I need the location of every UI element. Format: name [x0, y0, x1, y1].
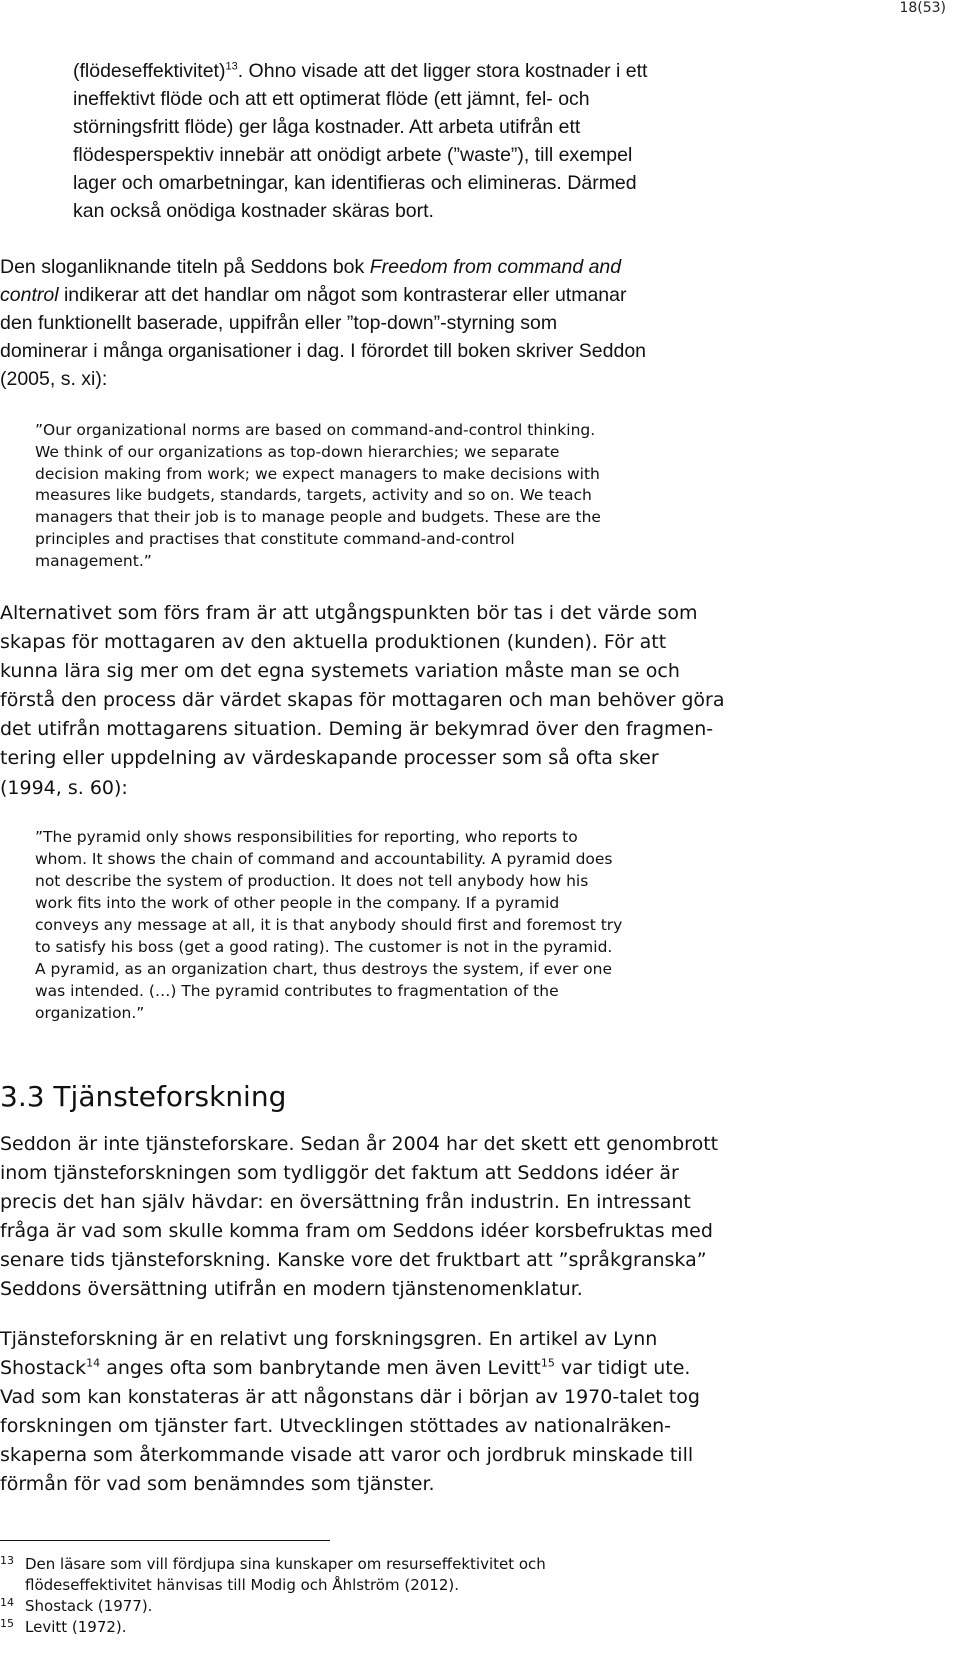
section-heading: 3.3 Tjänsteforskning	[0, 1080, 287, 1113]
body-line: Seddon är inte tjänsteforskare. Sedan år 2004 har det skett ett genombrott	[0, 1133, 719, 1155]
body-line: (1994, s. 60):	[0, 776, 128, 799]
quote-line: measures like budgets, standards, targets, activity and so on. We teach	[35, 486, 592, 505]
history-paragraph	[0, 1325, 800, 1499]
footnotes	[0, 1554, 800, 1638]
body-line: Vad som kan konstateras är att någonstans där i början av 1970-talet tog	[0, 1386, 700, 1408]
quote-line: ”Our organizational norms are based on command-and-control thinking.	[35, 421, 596, 439]
seddon-paragraph	[0, 253, 760, 393]
intro-line-3: störningsfritt flöde) ger låga kostnader. Att arbeta utifrån ett	[73, 116, 581, 138]
seddon-line-3: den funktionellt baserade, uppifrån eller ”top-down”-styrning som	[0, 312, 558, 334]
seddon-line-5: (2005, s. xi):	[0, 368, 108, 390]
book-title-cont: control	[0, 284, 59, 306]
seddon-quote	[35, 420, 725, 573]
quote-line: not describe the system of production. It does not tell anybody how his	[35, 872, 589, 890]
intro-paragraph	[73, 57, 773, 225]
quote-line: whom. It shows the chain of command and accountability. A pyramid does	[35, 850, 613, 868]
quote-line: managers that their job is to manage people and budgets. These are the	[35, 508, 601, 527]
service-research-paragraph	[0, 1130, 800, 1305]
body-line: senare tids tjänsteforskning. Kanske vore det fruktbart att ”språkgranska”	[0, 1249, 707, 1272]
body-line: Seddons översättning utifrån en modern tjänstenomenklatur.	[0, 1278, 583, 1301]
footnote-ref-13[interactable]: 13	[225, 60, 238, 73]
footnote-divider	[0, 1540, 330, 1541]
quote-line: We think of our organizations as top-down hierarchies; we separate	[35, 442, 560, 461]
footnote-13	[0, 1554, 800, 1575]
quote-line: principles and practises that constitute command-and-control	[35, 529, 515, 548]
body-line: förstå den process där värdet skapas för mottagaren och man behöver göra	[0, 689, 725, 712]
footnote-text: Den läsare som vill fördjupa sina kunskaper om resurseffektivitet och	[25, 1555, 546, 1573]
footnote-13-cont: flödeseffektivitet hänvisas till Modig och Åhlström (2012).	[25, 1576, 459, 1594]
book-title: Freedom from command and	[369, 256, 622, 278]
intro-line-6: kan också onödiga kostnader skäras bort.	[73, 200, 434, 222]
body-line: precis det han själv hävdar: en översättning från industrin. En intressant	[0, 1191, 691, 1214]
deming-quote	[35, 826, 735, 1024]
body-line: förmån för vad som benämndes som tjänster.	[0, 1473, 435, 1495]
quote-line: conveys any message at all, it is that anybody should first and foremost try	[35, 916, 623, 934]
footnote-15	[0, 1617, 800, 1638]
body-line: Alternativet som förs fram är att utgångspunkten bör tas i det värde som	[0, 602, 698, 624]
quote-line: ”The pyramid only shows responsibilities for reporting, who reports to	[35, 828, 578, 846]
body-line: fråga är vad som skulle komma fram om Seddons idéer korsbefruktas med	[0, 1220, 713, 1243]
body-line: det utifrån mottagarens situation. Deming är bekymrad över den fragmen-	[0, 718, 714, 741]
alternative-paragraph	[0, 599, 800, 803]
body-line: skapas för mottagaren av den aktuella produktionen (kunden). För att	[0, 631, 667, 654]
footnote-ref-15[interactable]: 15	[540, 1356, 555, 1370]
seddon-line-2: control indikerar att det handlar om något som kontrasterar eller utmanar	[0, 284, 627, 306]
body-line: kunna lära sig mer om det egna systemets variation måste man se och	[0, 660, 680, 683]
seddon-line-4: dominerar i många organisationer i dag. I förordet till boken skriver Seddon	[0, 340, 647, 362]
page-number: 18(53)	[899, 0, 946, 16]
body-line: inom tjänsteforskningen som tydliggör det faktum att Seddons idéer är	[0, 1162, 679, 1185]
footnote-number: 13	[0, 1554, 14, 1567]
intro-line-4: flödesperspektiv innebär att onödigt arbete (”waste”), till exempel	[73, 144, 633, 166]
intro-line-5: lager och omarbetningar, kan identifieras och elimineras. Därmed	[73, 172, 637, 194]
footnote-number: 15	[0, 1617, 14, 1630]
quote-line: work fits into the work of other people in the company. If a pyramid	[35, 894, 560, 912]
quote-line: decision making from work; we expect managers to make decisions with	[35, 464, 600, 483]
footnote-text: Levitt (1972).	[25, 1618, 127, 1636]
body-line: Shostack$^{14}$ anges ofta som banbrytande men även Levitt$^{15}$ var tidigt ute.	[0, 1356, 691, 1379]
quote-line: organization.”	[35, 1004, 145, 1022]
quote-line: A pyramid, as an organization chart, thus destroys the system, if ever one	[35, 960, 612, 978]
body-line: forskningen om tjänster fart. Utvecklingen stöttades av nationalräken-	[0, 1415, 672, 1437]
quote-line: management.”	[35, 551, 152, 570]
intro-line-1: (flödeseffektivitet)$^{13}$. Ohno visade att det ligger stora kostnader i ett	[73, 60, 648, 82]
footnote-ref-14[interactable]: 14	[86, 1356, 101, 1370]
footnote-14	[0, 1596, 800, 1617]
quote-line: to satisfy his boss (get a good rating). The customer is not in the pyramid.	[35, 938, 613, 956]
quote-line: was intended. (…) The pyramid contributes to fragmentation of the	[35, 982, 559, 1000]
intro-line-2: ineffektivt flöde och att ett optimerat flöde (ett jämnt, fel- och	[73, 88, 590, 110]
seddon-line-1: Den sloganliknande titeln på Seddons bok Freedom from command and	[0, 256, 622, 278]
footnote-number: 14	[0, 1596, 14, 1609]
body-line: Tjänsteforskning är en relativt ung forskningsgren. En artikel av Lynn	[0, 1328, 658, 1350]
body-line: skaperna som återkommande visade att varor och jordbruk minskade till	[0, 1444, 694, 1466]
footnote-text: Shostack (1977).	[25, 1597, 153, 1615]
body-line: tering eller uppdelning av värdeskapande processer som så ofta sker	[0, 747, 659, 770]
